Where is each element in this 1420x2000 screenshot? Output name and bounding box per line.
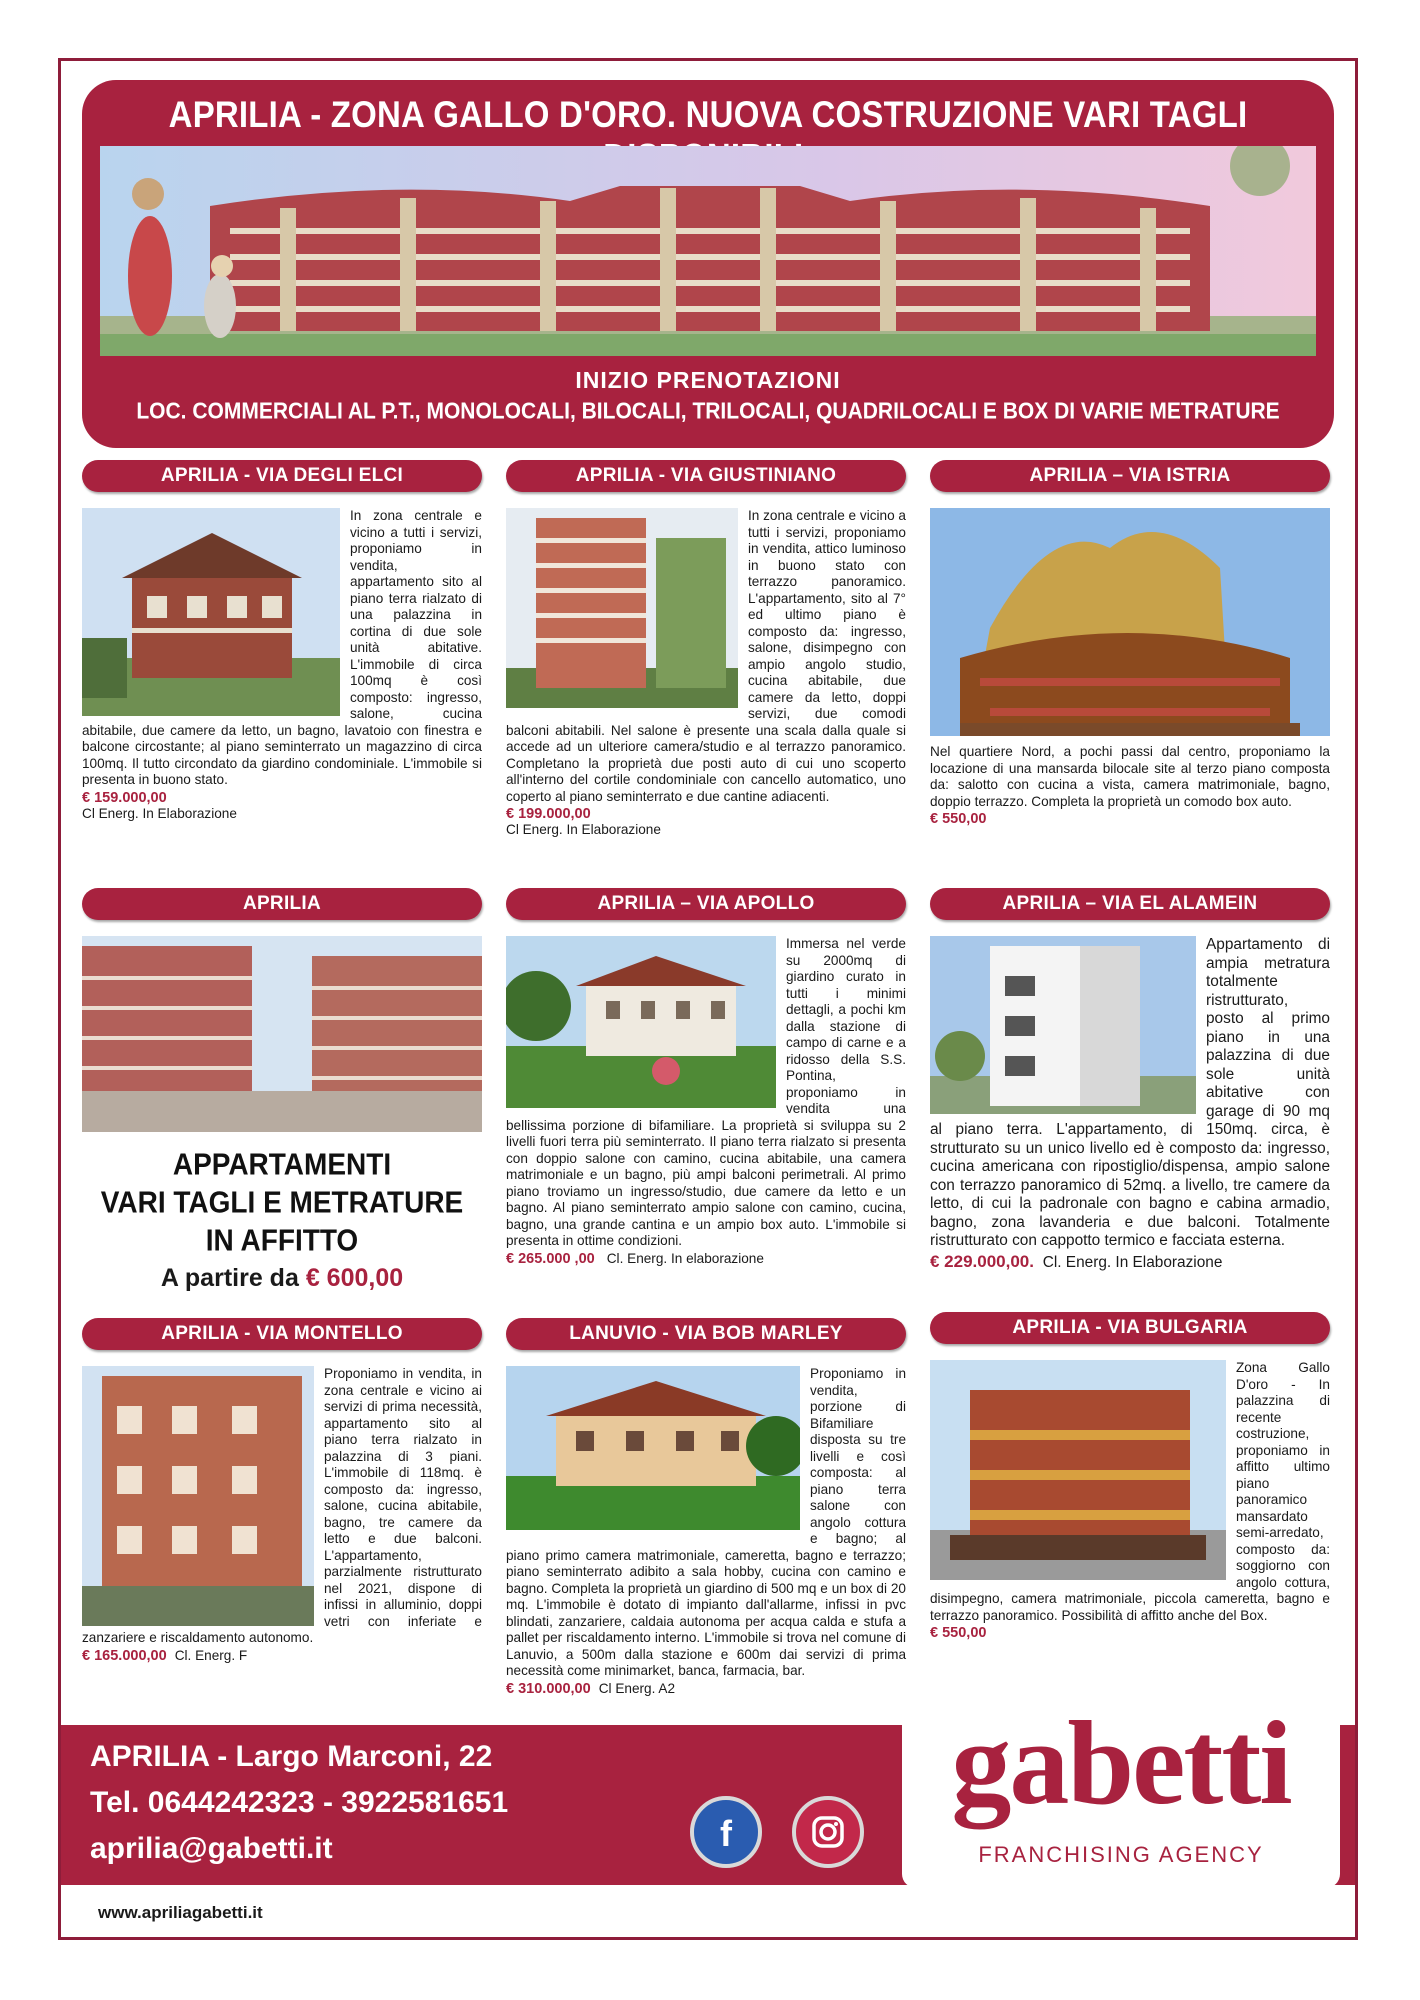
energy-class: Cl. Energ. In Elaborazione xyxy=(1042,1253,1223,1271)
facebook-icon[interactable] xyxy=(690,1796,762,1868)
listing-price xyxy=(506,1251,906,1267)
property-photo xyxy=(930,936,1196,1114)
listing-price: € 550,00 xyxy=(930,811,987,827)
listing-header: APRILIA - VIA GIUSTINIANO xyxy=(506,460,906,492)
property-photo xyxy=(82,508,340,716)
hero-unit-types: LOC. COMMERCIALI AL P.T., MONOLOCALI, BILOCALI, TRILOCALI, QUADRILOCALI E BOX DI VARIE METRATURE xyxy=(136,398,1280,425)
listing-price-value: € 310.000,00 xyxy=(506,1680,591,1697)
hero-banner xyxy=(82,80,1334,448)
listing-header: APRILIA xyxy=(82,888,482,920)
listing-card xyxy=(506,1366,906,1697)
property-photo xyxy=(930,508,1330,736)
listing-header: LANUVIO - VIA BOB MARLEY xyxy=(506,1318,906,1350)
energy-class: Cl. Energ. In elaborazione xyxy=(606,1250,764,1266)
listing-description: Proponiamo in vendita, porzione di Bifamiliare disposta su tre livelli e così composta: al piano terra salone con angolo cottura e bagno; al piano primo camera matrimoniale, cameretta, bagno e terrazzo; piano seminterrato adibito a sala hobby, cucina con camino e bagno. Completa la proprietà un giardino di 500 mq e un box di 20 mq. L'immobile è dotato di impianto dall'allarme, infissi in pvc blindati, zanzariere, caldaia autonoma per acqua calda e stufa a pallet per riscaldamento interno. L'immobile si trova nel comune di Lanuvio, a 500m dalla stazione e 600m dai servizi di prima necessità come minimarket, banca, farmacia, bar. xyxy=(506,1366,906,1678)
listing-description: In zona centrale e vicino a tutti i servizi, proponiamo in vendita, appartamento sito al piano terra rialzato di una palazzina in cortina di due sole unità abitative. L'immobile di circa 100mq è così composto: ingresso, salone, cucina abitabile, due camere da letto, un bagno, lavatoio con finestra e balcone circostante; al piano seminterrato un magazzino di circa 100mq. Il tutto circondato da giardino condominiale. L'immobile si presenta in buono stato. xyxy=(82,508,482,787)
agency-email[interactable]: aprilia@gabetti.it xyxy=(90,1832,333,1865)
listing-price xyxy=(506,1681,906,1697)
listing-price: € 550,00 xyxy=(930,1625,987,1641)
listing-price: € 199.000,00 xyxy=(506,806,591,822)
listing-header: APRILIA – VIA ISTRIA xyxy=(930,460,1330,492)
listing-description: Immersa nel verde su 2000mq di giardino curato in tutti i minimi dettagli, a pochi km dalla stazione di campo di carne e a ridosso della S.S. Pontina, proponiamo in vendita una bellissima porzione di bifamiliare. La proprietà si sviluppa su 2 livelli fuori terra più seminterrato. Il piano terra rialzato si presenta con doppio salone con camino, cucina abitabile, una camera matrimoniale e un bagno, più ampi balconi perimetrali. Al primo piano troviamo un ingresso/studio, due camere da letto e un bagno. Al piano seminterrato ampio salone con camino, cucina, bagno, una grande cantina e un ampio box auto. L'immobile si presenta in ottime condizioni. xyxy=(506,936,906,1248)
listing-card xyxy=(82,1366,482,1664)
listing-description: In zona centrale e vicino a tutti i servizi, proponiamo in vendita, attico luminoso in buono stato con terrazzo panoramico. L'appartamento, sito al 7° ed ultimo piano è composto da: ingresso, salone, disimpegno con ampio angolo studio, cucina abitabile, due camere da letto, doppi servizi, due comodi balconi abitabili. Nel salone è presente una scala dalla quale si accede ad un ulteriore camera/studio e al terrazzo panoramico. Completano la proprietà due posti auto di cui uno scoperto all'interno del cortile condominiale con cancello automatico, uno coperto al piano seminterrato e due cantine adiacenti. xyxy=(506,508,906,804)
property-photo xyxy=(930,1360,1226,1580)
listing-card xyxy=(930,1360,1330,1641)
listing-card xyxy=(930,936,1330,1272)
listing-price xyxy=(82,1648,482,1664)
listing-price-value: € 165.000,00 xyxy=(82,1647,167,1664)
listing-header: APRILIA - VIA DEGLI ELCI xyxy=(82,460,482,492)
listing-description: Appartamento di ampia metratura totalmente ristrutturato, posto al primo piano in una palazzina di due sole unità abitative con garage di 90 mq al piano terra. L'appartamento, di 150mq. circa, è strutturato su un unico livello ed è composto da: ingresso, cucina americana con ripostiglio/dispensa, ampio salone con terrazzo panoramico di 52mq. a livello, tre camere da letto, di cui la padronale con bagno e cabina armadio, bagno, zona lavanderia e due balconi. Totalmente ristrutturato con cappotto termico e facciata esterna. xyxy=(930,936,1330,1249)
listing-card xyxy=(506,936,906,1267)
rental-price-value: € 600,00 xyxy=(305,1264,404,1292)
hero-title: APRILIA - ZONA GALLO D'ORO. NUOVA COSTRUZIONE VARI TAGLI xyxy=(168,93,1248,135)
agency-address: APRILIA - Largo Marconi, 22 xyxy=(90,1740,493,1773)
rental-headline-1: APPARTAMENTI xyxy=(172,1147,392,1182)
rental-headline-2: VARI TAGLI E METRATURE xyxy=(100,1185,464,1220)
listing-price xyxy=(930,1252,1330,1272)
listing-header: APRILIA - VIA MONTELLO xyxy=(82,1318,482,1350)
rental-price xyxy=(82,1264,482,1293)
logo-tagline: FRANCHISING AGENCY xyxy=(978,1842,1264,1867)
rental-headline-3: IN AFFITTO xyxy=(205,1223,359,1258)
listing-card xyxy=(82,936,482,1293)
energy-class: Cl. Energ. F xyxy=(174,1647,248,1663)
listing-price-value: € 265.000 ,00 xyxy=(506,1250,595,1267)
listing-header: APRILIA – VIA APOLLO xyxy=(506,888,906,920)
energy-class: Cl Energ. A2 xyxy=(598,1680,676,1696)
energy-class: Cl Energ. In Elaborazione xyxy=(506,822,661,837)
hero-subtitle: INIZIO PRENOTAZIONI xyxy=(575,367,841,393)
listing-description: Zona Gallo D'oro - In palazzina di recente costruzione, proponiamo in affitto ultimo piano panoramico mansardato semi-arredato, composto da: soggiorno con angolo cottura, disimpegno, camera matrimoniale, piccola cameretta, bagno e terrazzo panoramico. Possibilità di affitto anche del Box. xyxy=(930,1360,1330,1623)
property-photo xyxy=(82,936,482,1132)
property-photo xyxy=(82,1366,314,1626)
website-link[interactable]: www.apriliagabetti.it xyxy=(98,1903,263,1922)
listing-description: Proponiamo in vendita, in zona centrale e vicino ai servizi di prima necessità, appartamento sito al piano terra rialzato in palazzina di 3 piani. L'immobile di 118mq. è composto da: ingresso, salone, cucina abitabile, bagno, tre camere da letto e due balconi. L'appartamento, parzialmente ristrutturato nel 2021, dispone di infissi in alluminio, doppi vetri con inferiate e zanzariere e riscaldamento autonomo. xyxy=(82,1366,482,1645)
instagram-icon[interactable] xyxy=(792,1796,864,1868)
gabetti-logo xyxy=(902,1696,1340,1888)
listing-card xyxy=(82,508,482,822)
hero-building-image xyxy=(100,146,1316,356)
listing-price-value: € 229.000,00. xyxy=(930,1251,1034,1271)
rental-price-prefix: A partire da xyxy=(160,1264,299,1292)
property-photo xyxy=(506,936,776,1108)
listing-header: APRILIA – VIA EL ALAMEIN xyxy=(930,888,1330,920)
energy-class: Cl Energ. In Elaborazione xyxy=(82,805,237,821)
property-photo xyxy=(506,1366,800,1530)
property-photo xyxy=(506,508,738,708)
logo-wordmark: gabetti xyxy=(951,1696,1291,1829)
svg-text:f: f xyxy=(720,1813,732,1854)
listing-card xyxy=(930,508,1330,827)
listing-header: APRILIA - VIA BULGARIA xyxy=(930,1312,1330,1344)
listing-description: Nel quartiere Nord, a pochi passi dal centro, proponiamo la locazione di una mansarda bilocale site al terzo piano composta da: salotto con cucina a vista, camera matrimoniale, bagno, doppio terrazzo. Completa la proprietà un comodo box auto. xyxy=(930,744,1330,809)
listing-price: € 159.000,00 xyxy=(82,789,167,806)
agency-phone[interactable]: Tel. 0644242323 - 3922581651 xyxy=(90,1786,509,1819)
listing-card xyxy=(506,508,906,838)
